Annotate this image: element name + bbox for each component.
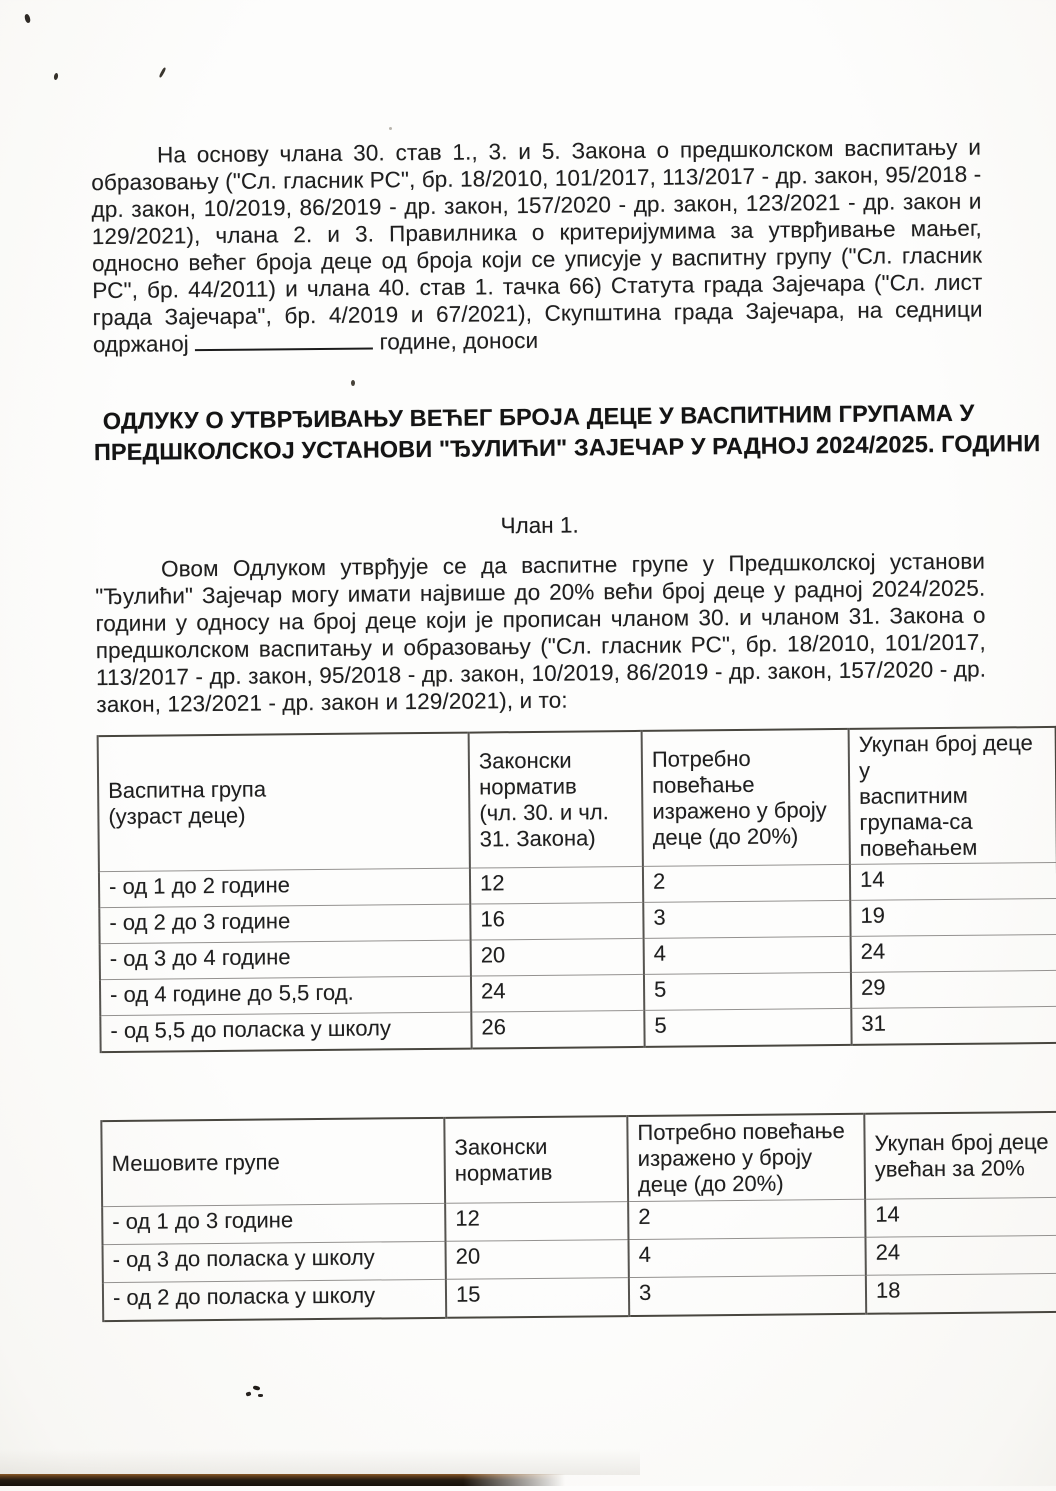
scan-artifact <box>351 380 355 386</box>
age-groups-header-row <box>98 727 1056 872</box>
column-header-total: Укупан број деце увећан за 20% <box>864 1112 1056 1199</box>
mixed-groups-header-row <box>101 1112 1056 1207</box>
table-cell-total: 14 <box>850 862 1056 900</box>
date-blank-line <box>195 333 373 351</box>
scanner-edge-strip <box>0 1474 565 1486</box>
table-cell-increase: 4 <box>644 936 851 974</box>
table-cell-total: 31 <box>851 1006 1056 1044</box>
decision-title <box>93 398 1041 469</box>
table-cell-norm: 24 <box>471 974 644 1012</box>
table-cell-norm: 16 <box>470 902 643 940</box>
table-cell-group: - од 4 године до 5,5 год. <box>100 976 471 1016</box>
decision-title-line1: ОДЛУКУ О УТВРЂИВАЊУ ВЕЋЕГ БРОЈА ДЕЦЕ У ВАСПИТНИМ ГРУПАМА У <box>102 399 975 435</box>
table-cell-group: - од 5,5 до поласка у школу <box>100 1012 471 1052</box>
column-header-total: Укупан број деце у васпитним групама-са повећањем <box>849 727 1056 864</box>
column-header-increase: Потребно повећање изражено у броју деце (до 20%) <box>627 1114 865 1202</box>
scan-artifact-ink-mark <box>246 1386 266 1400</box>
column-header-increase: Потребно повећање изражено у броју деце (до 20%) <box>642 729 850 866</box>
table-cell-group: - од 3 до поласка у школу <box>103 1241 446 1282</box>
table-cell-increase: 5 <box>644 972 851 1010</box>
table-cell-total: 19 <box>850 898 1056 936</box>
mixed-groups-table <box>100 1111 1056 1322</box>
table-cell-increase: 4 <box>628 1237 865 1277</box>
table-cell-norm: 26 <box>471 1010 644 1048</box>
table-cell-increase: 5 <box>644 1008 851 1046</box>
table-cell-total: 18 <box>866 1273 1056 1313</box>
table-cell-total: 24 <box>865 1235 1056 1275</box>
intro-text-tail: године, доноси <box>379 327 539 355</box>
table-row <box>100 1006 1056 1052</box>
table-cell-group: - од 3 до 4 године <box>100 940 471 980</box>
table-cell-total: 24 <box>851 934 1056 972</box>
table-cell-total: 29 <box>851 970 1056 1008</box>
table-row <box>103 1273 1056 1321</box>
table-cell-increase: 2 <box>643 864 850 902</box>
article-1-paragraph: Овом Одлуком утврђује се да васпитне групе у Предшколској установи "Ђулићи" Зајечар могу имати највише до 20% већи број деце у радној 2024/2025. години у односу на број деце који је прописан чланом 30. и чланом 31. Закона о предшколском васпитању и образовању ("Сл. гласник РС", бр. 18/2010, 101/2017, 113/2017 - др. закон, 95/2018 - др. закон, 10/2019, 86/2019 - др. закон, 157/2020 - др. закон, 123/2021 - др. закон и 129/2021), и то: <box>95 548 987 718</box>
table-cell-increase: 3 <box>629 1275 866 1316</box>
age-groups-table <box>97 726 1056 1053</box>
table-cell-total: 14 <box>865 1197 1056 1237</box>
decision-title-line2: ПРЕДШКОЛСКОЈ УСТАНОВИ "ЂУЛИЋИ" ЗАЈЕЧАР У РАДНОЈ 2024/2025. ГОДИНИ <box>93 430 1041 466</box>
column-header-group: Мешовите групе <box>101 1118 445 1207</box>
table-cell-group: - од 1 до 3 године <box>102 1203 445 1244</box>
table-cell-increase: 3 <box>643 900 850 938</box>
article-1-heading: Члан 1. <box>500 512 579 539</box>
intro-paragraph <box>91 134 983 359</box>
table-cell-norm: 12 <box>470 866 643 904</box>
table-cell-norm: 20 <box>471 938 644 976</box>
table-cell-norm: 12 <box>445 1202 628 1242</box>
table-cell-increase: 2 <box>628 1199 865 1239</box>
column-header-group: Васпитна група (узраст деце) <box>98 733 470 872</box>
table-cell-group: - од 1 до 2 године <box>99 868 470 908</box>
scanner-edge-shadow <box>0 1449 640 1475</box>
intro-text: На основу члана 30. став 1., 3. и 5. Закона о предшколском васпитању и образовању ("Сл. гласник РС", бр. 18/2010, 101/2017, 113/2017 - др. закон, 95/2018 - др. закон, 10/2019, 86/2019 - др. закон, 157/2020 - др. закон, 123/2021 - др. закон и 129/2021), члана 2. и 3. Правилника о критеријумима за утврђивање мањег, односно већег броја деце од броја који се уписује у васпитну групу ("Сл. гласник РС", бр. 44/2011) и члана 40. став 1. тачка 66) Статута града Зајечара ("Сл. лист града Зајечара", бр. 4/2019 и 67/2021), Скупштина града Зајечара, на седници одржаној <box>91 134 983 358</box>
table-cell-group: - од 2 до 3 године <box>99 904 470 944</box>
table-cell-norm: 15 <box>446 1278 629 1318</box>
column-header-norm: Законски норматив <box>444 1116 628 1203</box>
scan-artifact <box>389 127 392 130</box>
column-header-norm: Законски норматив (чл. 30. и чл. 31. Закона) <box>469 731 643 868</box>
table-cell-group: - од 2 до поласка у школу <box>103 1279 446 1321</box>
table-cell-norm: 20 <box>445 1240 628 1280</box>
